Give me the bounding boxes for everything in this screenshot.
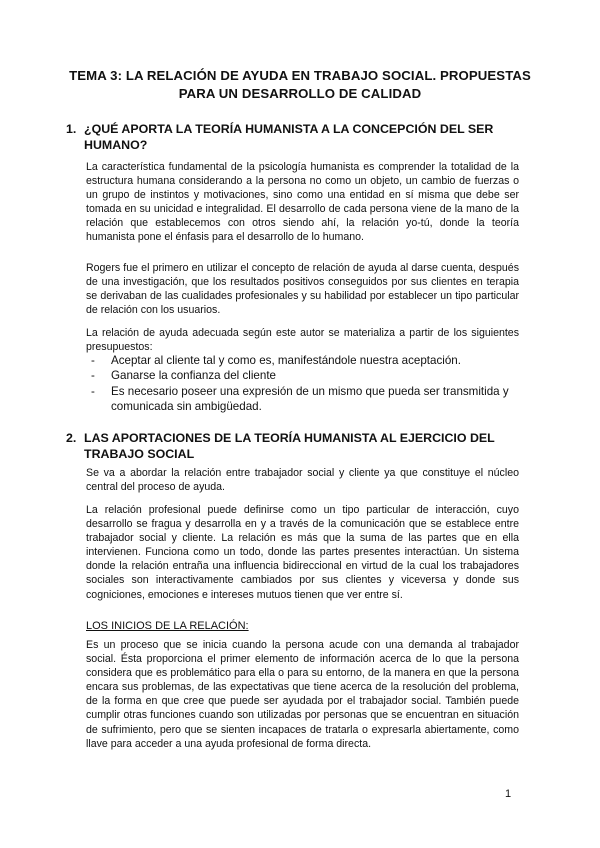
bullet-dash: - <box>91 384 95 398</box>
list-item <box>86 368 519 383</box>
section-2-heading-text: LAS APORTACIONES DE LA TEORÍA HUMANISTA AL EJERCICIO DEL TRABAJO SOCIAL <box>84 431 495 461</box>
section-2-paragraph-2: La relación profesional puede definirse como un tipo particular de interacción, cuyo desarrollo se fragua y desarrolla en y a través de la comunicación que se establece entre trabajador social y cliente. La relación es más que la suma de las partes que en ella intervienen. Funciona como un todo, donde las partes presentes interactúan. Un sistema donde la relación entraña una influencia bidireccional en virtud de la cual los trabajadores sociales son interactivamente cambiados por sus clientes y viceversa y donde sus cogniciones, emociones e intereses mutuos tienen que ver entre sí. <box>86 504 519 601</box>
list-item <box>86 384 519 415</box>
section-1-paragraph-1: La característica fundamental de la psicología humanista es comprender la totalidad de la estructura humana considerando a la persona no como un objeto, un cambio de fuerzas o un grupo de instintos y motivaciones, sino como una entidad en sí misma que debe ser tomada en su unicidad e integralidad. El desarrollo de cada persona viene de la mano de la relación que establecemos con otros siendo ahí, la relación yo-tú, donde la teoría humanista pone el énfasis para el desarrollo de lo humano. <box>86 161 519 244</box>
section-2-paragraph-1: Se va a abordar la relación entre trabajador social y cliente ya que constituye el núcleo central del proceso de ayuda. <box>86 467 519 494</box>
list-item-text: Aceptar al cliente tal y como es, manifestándole nuestra aceptación. <box>111 354 461 367</box>
bullet-dash: - <box>91 354 95 367</box>
section-1-heading-text: ¿QUÉ APORTA LA TEORÍA HUMANISTA A LA CONCEPCIÓN DEL SER HUMANO? <box>84 122 494 152</box>
list-item-text: Ganarse la confianza del cliente <box>111 369 276 383</box>
subheading-inicios-relacion: LOS INICIOS DE LA RELACIÓN: <box>86 620 249 632</box>
section-1-number: 1. <box>66 122 77 136</box>
section-1-paragraph-3: La relación de ayuda adecuada según este autor se materializa a partir de los siguientes presupuestos: <box>86 327 519 354</box>
section-2-heading <box>66 430 524 462</box>
list-item-text: Es necesario poseer una expresión de un mismo que pueda ser transmitida y comunicada sin ambigüedad. <box>111 384 509 414</box>
section-1-heading <box>66 121 524 153</box>
section-2-number: 2. <box>66 431 77 445</box>
list-item <box>86 353 519 368</box>
section-1-bullet-list <box>86 353 519 415</box>
document-title: TEMA 3: LA RELACIÓN DE AYUDA EN TRABAJO SOCIAL. PROPUESTAS PARA UN DESARROLLO DE CALIDAD <box>69 68 531 101</box>
bullet-dash: - <box>91 369 95 383</box>
section-1-paragraph-2: Rogers fue el primero en utilizar el concepto de relación de ayuda al darse cuenta, después de una investigación, que los resultados positivos conseguidos por sus clientes en terapia se derivaban de las cualidades profesionales y su habilidad por establecer un tipo particular de relación con los usuarios. <box>86 262 519 317</box>
page-number: 1 <box>505 788 512 800</box>
section-2-sub-paragraph: Es un proceso que se inicia cuando la persona acude con una demanda al trabajador social. Ésta proporciona el primer elemento de información acerca de lo que la persona considera que es problemático para ella o para su entorno, de la manera en que la persona encara sus problemas, de las expectativas que tiene acerca de la resolución del problema, de la forma en que cree que puede ser ayudada por el trabajador social. También puede cumplir otras funciones cuando son utilizadas por personas que se encuentran en situación de sufrimiento, pero que se sienten incapaces de tratarla o expresarla abiertamente, como llave para acceder a una ayuda profesional de forma directa. <box>86 639 519 750</box>
